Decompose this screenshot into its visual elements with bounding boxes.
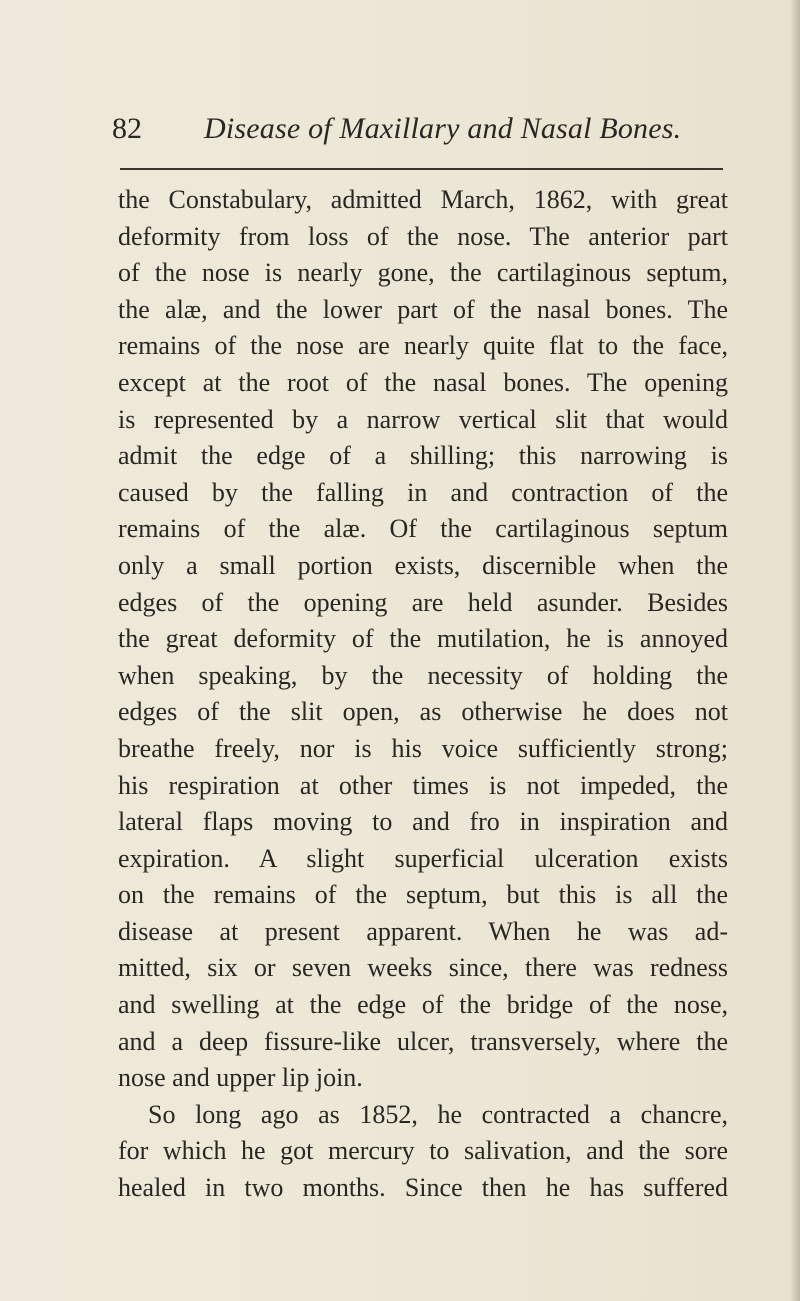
text-line: when speaking, by the necessity of holding the xyxy=(118,660,728,690)
text-line: expiration. A slight superficial ulceration exists xyxy=(118,843,728,873)
text-line: deformity from loss of the nose. The anterior part xyxy=(118,221,728,251)
text-line: his respiration at other times is not impeded, the xyxy=(118,770,728,800)
text-line: of the nose is nearly gone, the cartilaginous septum, xyxy=(118,258,728,288)
body-text xyxy=(118,182,728,1207)
text-line: remains of the nose are nearly quite flat to the face, xyxy=(118,331,728,361)
text-line: breathe freely, nor is his voice sufficiently strong; xyxy=(118,733,728,763)
text-line: is represented by a narrow vertical slit that would xyxy=(118,404,728,434)
text-line: edges of the slit open, as otherwise he does not xyxy=(118,697,728,727)
text-line: mitted, six or seven weeks since, there was redness xyxy=(118,953,728,983)
text-line: only a small portion exists, discernible when the xyxy=(118,550,728,580)
text-line: nose and upper lip join. xyxy=(118,1063,363,1093)
text-line: remains of the alæ. Of the cartilaginous septum xyxy=(118,514,728,544)
page-number: 82 xyxy=(112,112,142,145)
text-line: healed in two months. Since then he has suffered xyxy=(118,1173,728,1203)
text-line: the alæ, and the lower part of the nasal bones. The xyxy=(118,294,728,324)
text-line: admit the edge of a shilling; this narrowing is xyxy=(118,441,728,471)
text-line: for which he got mercury to salivation, and the sore xyxy=(118,1136,728,1166)
page-edge-shadow xyxy=(790,0,800,1301)
text-line: and a deep fissure-like ulcer, transversely, where the xyxy=(118,1026,728,1056)
text-line: lateral flaps moving to and fro in inspiration and xyxy=(118,807,728,837)
text-line: the Constabulary, admitted March, 1862, with great xyxy=(118,185,728,214)
text-line: edges of the opening are held asunder. Besides xyxy=(118,587,728,617)
text-line: the great deformity of the mutilation, he is annoyed xyxy=(118,624,728,654)
running-head xyxy=(112,112,732,152)
text-line: and swelling at the edge of the bridge of the nose, xyxy=(118,990,728,1020)
text-line: on the remains of the septum, but this is all the xyxy=(118,880,728,910)
text-line: So long ago as 1852, he contracted a chancre, xyxy=(148,1099,728,1129)
running-title: Disease of Maxillary and Nasal Bones. xyxy=(204,112,682,145)
text-line: caused by the falling in and contraction of the xyxy=(118,477,728,507)
text-line: disease at present apparent. When he was ad- xyxy=(118,916,728,946)
text-line: except at the root of the nasal bones. The opening xyxy=(118,367,728,397)
header-rule xyxy=(120,168,723,170)
